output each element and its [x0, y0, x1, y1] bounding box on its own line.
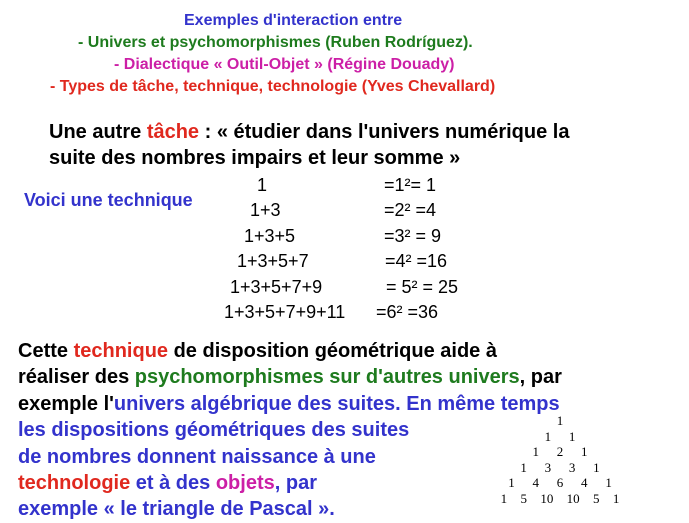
univers-keyword: univers algébrique des suites. En même temps: [113, 393, 560, 415]
pascal-row: [480, 491, 640, 507]
paragraph-line-4: les dispositions géométriques des suites: [18, 419, 410, 441]
psychomorphismes-keyword: psychomorphismes sur d'autres univers: [134, 366, 520, 388]
pascal-entry: 1: [568, 428, 576, 444]
header-line-4: - Types de tâche, technique, technologie (Yves Chevallard): [50, 78, 496, 95]
technique-keyword: technique: [73, 340, 169, 362]
paragraph-text: réaliser des: [18, 366, 135, 388]
pascal-entry: 4: [532, 475, 539, 490]
pascal-entry: 10: [540, 490, 554, 506]
header-line-1: Exemples d'interaction entre: [184, 12, 403, 29]
sum-left: 1+3+5: [244, 226, 296, 246]
task-text: : « étudier dans l'univers numérique la: [199, 121, 570, 143]
paragraph-text: Cette: [18, 340, 74, 362]
pascal-entry: 1: [520, 459, 527, 475]
paragraph-text: exemple l': [18, 393, 114, 415]
header-line-3: - Dialectique « Outil-Objet » (Régine Douady): [114, 56, 455, 73]
sum-right: =3² = 9: [384, 226, 442, 246]
pascal-entry: 1: [556, 413, 564, 428]
pascal-row: [480, 460, 640, 476]
task-line-2: suite des nombres impairs et leur somme »: [49, 147, 461, 169]
pascal-row: [480, 444, 640, 460]
objets-keyword: objets: [215, 472, 275, 494]
pascal-entry: 5: [593, 490, 600, 506]
pascal-entry: 1: [612, 490, 620, 506]
pascal-entry: 1: [500, 490, 508, 506]
paragraph-line-1: [18, 338, 497, 365]
pascal-entry: 1: [532, 444, 539, 459]
pascal-entry: 1: [508, 475, 515, 490]
sum-right: =6² =36: [376, 302, 439, 322]
sum-right: =1²= 1: [384, 175, 437, 195]
paragraph-text: , par: [274, 472, 317, 494]
pascal-entry: 1: [544, 428, 552, 444]
pascal-entry: 1: [593, 459, 600, 475]
pascal-entry: 10: [566, 490, 580, 506]
technique-label: Voici une technique: [24, 190, 193, 210]
task-text: Une autre: [49, 121, 147, 143]
pascal-entry: 3: [544, 459, 552, 475]
paragraph-text: et à des: [130, 472, 216, 494]
sum-left: 1: [257, 175, 268, 195]
pascal-entry: 4: [581, 475, 588, 490]
pascal-row: [480, 429, 640, 445]
paragraph-text: , par: [519, 366, 562, 388]
pascal-entry: 6: [556, 475, 564, 490]
technologie-keyword: technologie: [18, 472, 131, 494]
task-keyword: tâche: [146, 121, 200, 143]
pascal-entry: 1: [581, 444, 588, 459]
paragraph-line-6: [18, 470, 317, 497]
sum-left: 1+3+5+7: [237, 251, 309, 271]
paragraph-line-3: [18, 391, 560, 418]
sum-left: 1+3+5+7+9: [230, 277, 323, 297]
sum-left: 1+3+5+7+9+11: [224, 302, 346, 322]
paragraph-line-5: de nombres donnent naissance à une: [18, 446, 376, 468]
paragraph-text: de disposition géométrique aide à: [168, 340, 497, 362]
header-line-2: - Univers et psychomorphismes (Ruben Rodríguez).: [78, 34, 473, 51]
pascal-entry: 1: [605, 475, 612, 490]
sum-right: =2² =4: [384, 200, 437, 220]
paragraph-line-7: exemple « le triangle de Pascal ».: [18, 498, 335, 520]
task-line-1: [49, 119, 569, 145]
pascal-entry: 3: [568, 459, 576, 475]
pascal-row: [480, 475, 640, 491]
sum-right: = 5² = 25: [386, 277, 459, 297]
pascal-triangle: [480, 413, 640, 506]
sum-left: 1+3: [250, 200, 281, 220]
pascal-row: [480, 413, 640, 429]
sum-right: =4² =16: [385, 251, 448, 271]
pascal-entry: 2: [556, 444, 564, 459]
pascal-entry: 5: [520, 490, 527, 506]
paragraph-line-2: [18, 364, 562, 391]
